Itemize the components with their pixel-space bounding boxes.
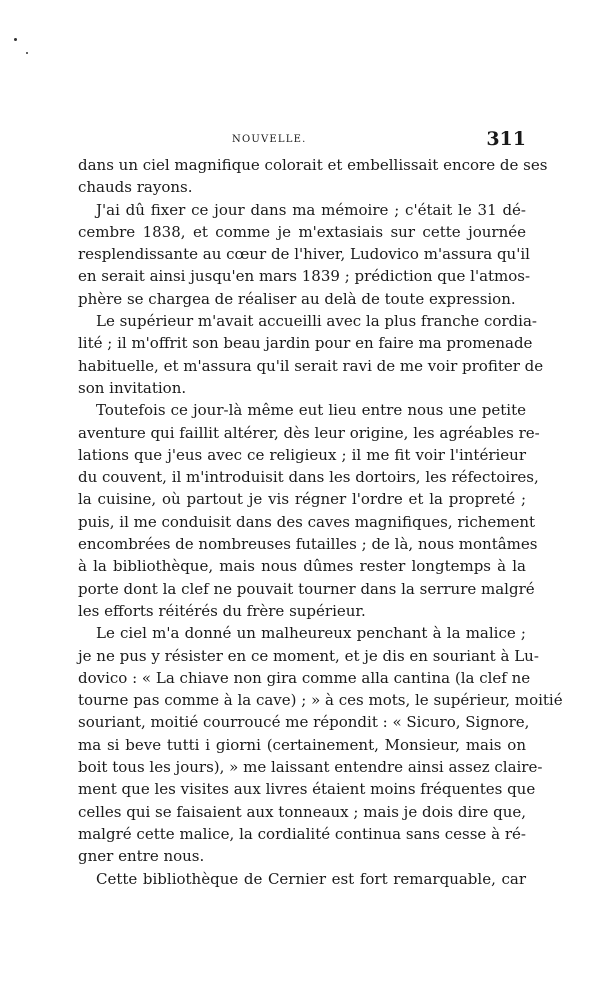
text-line: lations que j'eus avec ce religieux ; il me fit voir l'intérieur bbox=[78, 445, 526, 464]
text-line: encombrées de nombreuses futailles ; de là, nous montâmes bbox=[78, 535, 538, 554]
text-line: chauds rayons. bbox=[78, 178, 193, 197]
text-line: Le ciel m'a donné un malheureux penchant à la malice ; bbox=[96, 624, 526, 643]
text-line: Cette bibliothèque de Cernier est fort remarquable, car bbox=[96, 869, 526, 888]
text-line: boit tous les jours), » me laissant entendre ainsi assez claire- bbox=[78, 758, 543, 777]
text-line: celles qui se faisaient aux tonneaux ; mais je dois dire que, bbox=[78, 802, 526, 821]
text-line: puis, il me conduisit dans des caves magnifiques, richement bbox=[78, 512, 536, 531]
running-title: NOUVELLE. bbox=[232, 134, 307, 145]
text-line: les efforts réitérés du frère supérieur. bbox=[78, 601, 366, 620]
text-line: ment que les visites aux livres étaient moins fréquentes que bbox=[78, 780, 536, 799]
text-line: lité ; il m'offrit son beau jardin pour en faire ma promenade bbox=[78, 334, 533, 353]
text-line: dovico : « La chiave non gira comme alla cantina (la clef ne bbox=[78, 668, 531, 687]
text-line: la cuisine, où partout je vis régner l'ordre et la propreté ; bbox=[78, 490, 526, 509]
text-line: porte dont la clef ne pouvait tourner dans la serrure malgré bbox=[78, 579, 535, 598]
text-line: à la bibliothèque, mais nous dûmes rester longtemps à la bbox=[78, 557, 526, 576]
page-number: 311 bbox=[486, 128, 526, 150]
text-line: phère se chargea de réaliser au delà de toute expression. bbox=[78, 289, 516, 308]
text-line: malgré cette malice, la cordialité continua sans cesse à ré- bbox=[78, 824, 526, 843]
text-line: Le supérieur m'avait accueilli avec la plus franche cordia- bbox=[96, 312, 537, 331]
text-line: cembre 1838, et comme je m'extasiais sur cette journée bbox=[78, 222, 526, 241]
page-header bbox=[78, 128, 526, 152]
text-line: souriant, moitié courroucé me répondit : « Sicuro, Signore, bbox=[78, 713, 530, 732]
scan-speck bbox=[26, 52, 28, 54]
text-line: habituelle, et m'assura qu'il serait ravi de me voir profiter de bbox=[78, 356, 544, 375]
text-line: Toutefois ce jour-là même eut lieu entre nous une petite bbox=[96, 401, 526, 420]
text-line: dans un ciel magnifique colorait et embellissait encore de ses bbox=[78, 156, 548, 174]
text-line: aventure qui faillit altérer, dès leur origine, les agréables re- bbox=[78, 423, 540, 442]
text-line: du couvent, il m'introduisit dans les dortoirs, les réfectoires, bbox=[78, 468, 539, 487]
text-line: en serait ainsi jusqu'en mars 1839 ; prédiction que l'atmos- bbox=[78, 267, 531, 286]
text-line: je ne pus y résister en ce moment, et je dis en souriant à Lu- bbox=[78, 646, 539, 665]
text-line: J'ai dû fixer ce jour dans ma mémoire ; c'était le 31 dé- bbox=[96, 200, 526, 219]
text-line: gner entre nous. bbox=[78, 847, 205, 866]
text-line: resplendissante au cœur de l'hiver, Ludovico m'assura qu'il bbox=[78, 245, 530, 264]
text-line: tourne pas comme à la cave) ; » à ces mots, le supérieur, moitié bbox=[78, 691, 563, 710]
text-line: ma si beve tutti i giorni (certainement, Monsieur, mais on bbox=[78, 735, 526, 754]
text-line: son invitation. bbox=[78, 378, 187, 397]
body-text bbox=[78, 154, 563, 890]
scan-speck bbox=[14, 38, 17, 41]
